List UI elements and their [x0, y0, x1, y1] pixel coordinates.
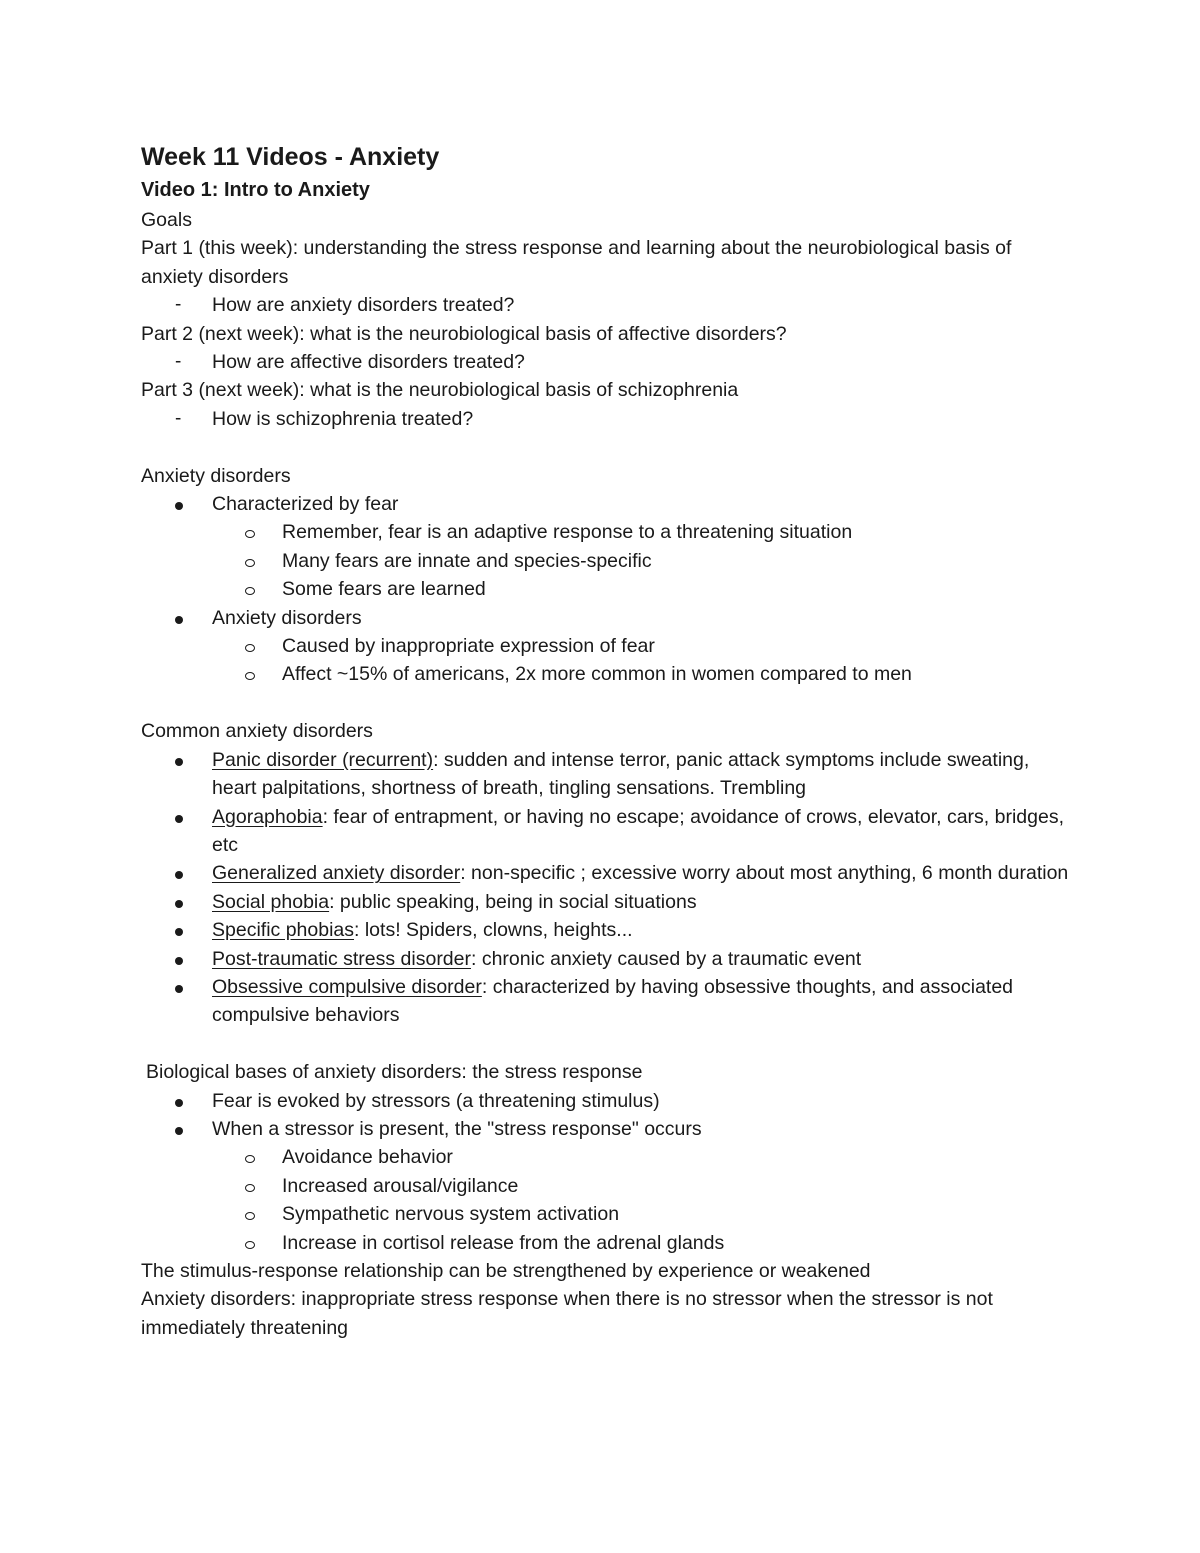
disorder-desc: : chronic anxiety caused by a traumatic event: [471, 947, 862, 970]
bullet-icon: [175, 945, 183, 973]
list-item-text: How are anxiety disorders treated?: [212, 294, 515, 317]
disorder-desc: : lots! Spiders, clowns, heights...: [354, 919, 633, 942]
bullet-icon: [175, 1087, 183, 1115]
page-title: Week 11 Videos - Anxiety: [141, 143, 440, 171]
anxiety-list: [141, 490, 1071, 689]
list-item-text: How is schizophrenia treated?: [212, 407, 474, 430]
list-item-text: Increase in cortisol release from the adrenal glands: [282, 1231, 725, 1254]
circle-bullet-icon: [245, 1200, 255, 1228]
list-item-text: Affect ~15% of americans, 2x more common in women compared to men: [282, 663, 912, 686]
list-item-text: Many fears are innate and species-specific: [282, 549, 652, 572]
list-item: [141, 632, 1071, 660]
anxiety-heading: Anxiety disorders: [141, 464, 291, 487]
list-item: [141, 547, 1071, 575]
dash-marker: -: [175, 407, 182, 429]
disorder-term: Panic disorder (recurrent): [212, 748, 434, 771]
disorder-term: Post-traumatic stress disorder: [212, 947, 471, 970]
common-list: [141, 746, 1071, 1030]
bullet-icon: [175, 803, 183, 831]
bullet-icon: [175, 859, 183, 887]
disorder-term: Social phobia: [212, 890, 330, 913]
part3-list: [141, 405, 1071, 433]
list-item-text: Avoidance behavior: [282, 1146, 453, 1169]
bullet-icon: [175, 604, 183, 632]
bullet-icon: [175, 916, 183, 944]
part1-list: [141, 291, 1071, 319]
spacer: [141, 433, 1071, 461]
list-item: [141, 859, 1071, 887]
circle-bullet-icon: [245, 632, 255, 660]
list-item: [141, 604, 1071, 632]
section-title: Video 1: Intro to Anxiety: [141, 179, 370, 201]
circle-bullet-icon: [245, 575, 255, 603]
part3-text: Part 3 (next week): what is the neurobiological basis of schizophrenia: [141, 379, 739, 402]
disorder-term: Generalized anxiety disorder: [212, 862, 461, 885]
dash-marker: -: [175, 351, 182, 373]
disorder-term: Specific phobias: [212, 919, 355, 942]
list-item: [141, 1172, 1071, 1200]
bullet-icon: [175, 490, 183, 518]
document-page: [141, 140, 1071, 1342]
circle-bullet-icon: [245, 1143, 255, 1171]
list-item-text: Sympathetic nervous system activation: [282, 1203, 620, 1226]
list-item-text: Increased arousal/vigilance: [282, 1174, 519, 1197]
list-item-text: Caused by inappropriate expression of fear: [282, 635, 655, 658]
list-item: [141, 803, 1071, 860]
goals-label: Goals: [141, 209, 192, 231]
part2-text: Part 2 (next week): what is the neurobiological basis of affective disorders?: [141, 322, 787, 345]
disorder-term: Agoraphobia: [212, 805, 323, 828]
list-item: [141, 291, 1071, 319]
list-item: [141, 575, 1071, 603]
list-item: [141, 348, 1071, 376]
list-item: [141, 746, 1071, 803]
circle-bullet-icon: [245, 1172, 255, 1200]
spacer: [141, 1030, 1071, 1058]
part1-text: Part 1 (this week): understanding the stress response and learning about the neurobiological basis of anxiety disorders: [141, 237, 1012, 288]
circle-bullet-icon: [245, 547, 255, 575]
disorder-term: Obsessive compulsive disorder: [212, 975, 482, 998]
circle-bullet-icon: [245, 1229, 255, 1257]
dash-marker: -: [175, 294, 182, 316]
circle-bullet-icon: [245, 660, 255, 688]
disorder-desc: : public speaking, being in social situations: [329, 890, 697, 913]
list-item-text: Some fears are learned: [282, 578, 486, 601]
list-item-text: Fear is evoked by stressors (a threatening stimulus): [212, 1089, 660, 1112]
disorder-desc: : fear of entrapment, or having no escape; avoidance of crows, elevator, cars, bridges, etc: [212, 805, 1065, 856]
list-item: [141, 1229, 1071, 1257]
list-item-text: When a stressor is present, the "stress response" occurs: [212, 1117, 702, 1140]
list-item: [141, 973, 1071, 1030]
disorder-desc: : characterized by having obsessive thoughts, and associated compulsive behaviors: [212, 975, 1014, 1027]
bullet-icon: [175, 1115, 183, 1143]
list-item: [141, 660, 1071, 688]
list-item: [141, 888, 1071, 916]
disorder-desc: : sudden and intense terror, panic attack symptoms include sweating, heart palpitations, shortness of breath, tingling sensations. Trembling: [212, 748, 1030, 800]
list-item-text: Remember, fear is an adaptive response to a threatening situation: [282, 521, 853, 544]
list-item: [141, 945, 1071, 973]
closing-text-1: The stimulus-response relationship can be strengthened by experience or weakened: [141, 1259, 871, 1282]
list-item: [141, 1200, 1071, 1228]
bullet-icon: [175, 746, 183, 774]
spacer: [141, 689, 1071, 717]
bullet-icon: [175, 888, 183, 916]
list-item-text: Anxiety disorders: [212, 606, 362, 629]
list-item: [141, 916, 1071, 944]
bio-heading: Biological bases of anxiety disorders: the stress response: [146, 1061, 643, 1084]
list-item: [141, 405, 1071, 433]
part2-list: [141, 348, 1071, 376]
list-item-text: How are affective disorders treated?: [212, 351, 525, 374]
list-item: [141, 490, 1071, 518]
common-heading: Common anxiety disorders: [141, 720, 373, 743]
list-item: [141, 1087, 1071, 1115]
list-item-text: Characterized by fear: [212, 493, 399, 516]
list-item: [141, 1143, 1071, 1171]
circle-bullet-icon: [245, 518, 255, 546]
bullet-icon: [175, 973, 183, 1001]
disorder-desc: : non-specific ; excessive worry about most anything, 6 month duration: [460, 862, 1069, 885]
list-item: [141, 1115, 1071, 1143]
bio-list: [141, 1087, 1071, 1257]
list-item: [141, 518, 1071, 546]
closing-text-2: Anxiety disorders: inappropriate stress response when there is no stressor when the stressor is not immediately threatening: [141, 1288, 993, 1339]
